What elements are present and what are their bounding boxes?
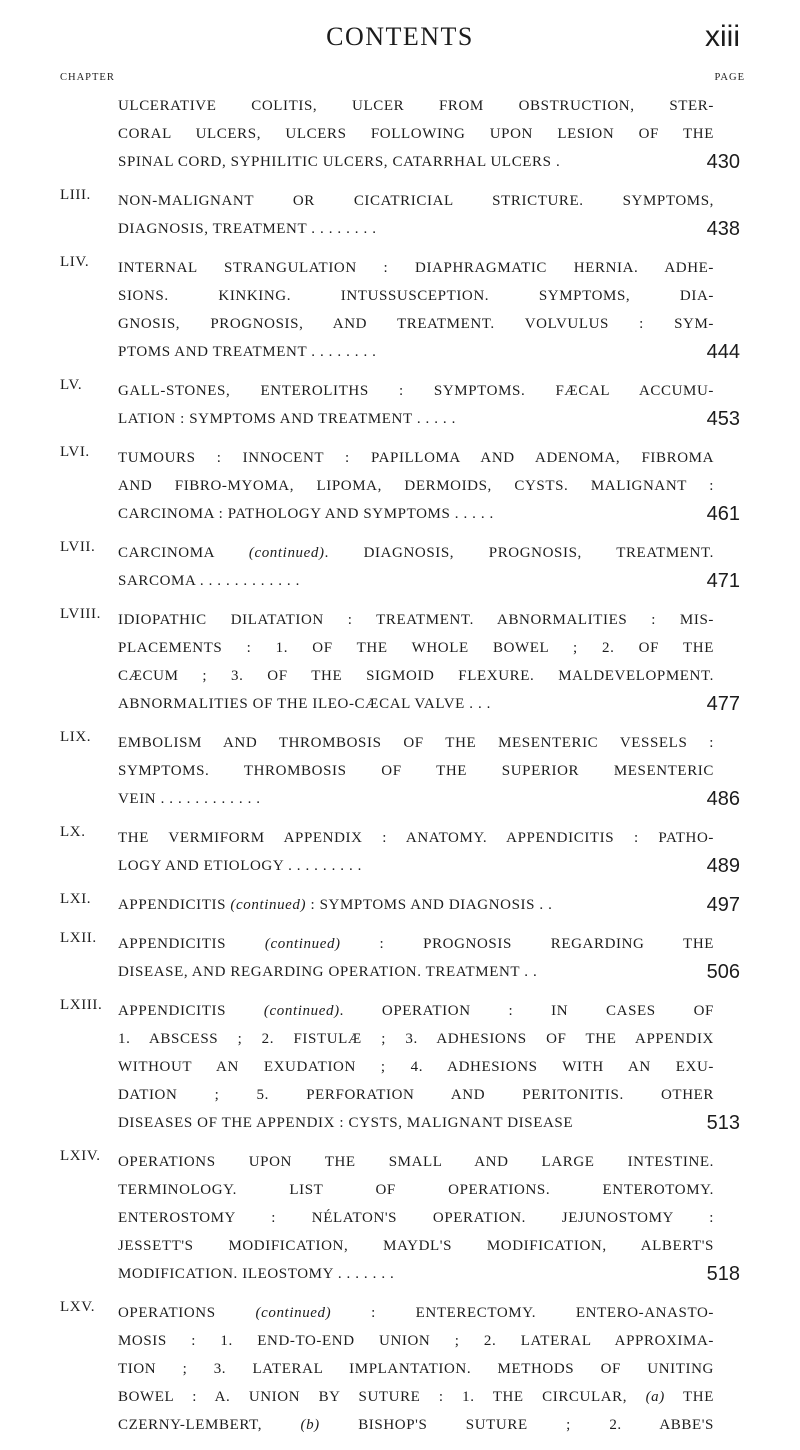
chapter-number: LXV.: [60, 1299, 96, 1315]
contents-entry: [0, 377, 800, 433]
entry-title: [118, 729, 714, 813]
entry-line: SARCOMA . . . . . . . . . . . .: [118, 573, 300, 589]
entry-line: OPERATIONS (continued) : ENTERECTOMY. ENTERO-ANASTO-: [118, 1305, 714, 1321]
entry-line: CORAL ULCERS, ULCERS FOLLOWING UPON LESION OF THE: [118, 126, 714, 142]
page-number: xiii: [705, 20, 740, 53]
entry-line: CARCINOMA : PATHOLOGY AND SYMPTOMS . . . . .: [118, 506, 494, 522]
contents-entry: [0, 187, 800, 243]
entry-line: PLACEMENTS : 1. OF THE WHOLE BOWEL ; 2. OF THE: [118, 640, 714, 656]
entry-title: [118, 539, 714, 595]
italic-text: (continued): [248, 545, 325, 561]
entry-line: BOWEL : A. UNION BY SUTURE : 1. THE CIRCULAR, (a) THE: [118, 1389, 714, 1405]
entry-line: WITHOUT AN EXUDATION ; 4. ADHESIONS WITH AN EXU-: [118, 1059, 714, 1075]
entry-title: [118, 606, 714, 718]
contents-entry: [0, 729, 800, 813]
chapter-number: LV.: [60, 377, 83, 393]
entry-line: APPENDICITIS (continued). OPERATION : IN CASES OF: [118, 1003, 714, 1019]
entry-line: SIONS. KINKING. INTUSSUSCEPTION. SYMPTOMS, DIA-: [118, 288, 714, 304]
entry-title: [118, 997, 714, 1137]
entry-line: LATION : SYMPTOMS AND TREATMENT . . . . .: [118, 411, 456, 427]
page-column-head: PAGE: [714, 72, 745, 83]
entry-title: [118, 1299, 714, 1439]
contents-list: [0, 92, 800, 1450]
entry-page-number: 430: [706, 151, 740, 173]
entry-line: CARCINOMA (continued). DIAGNOSIS, PROGNOSIS, TREATMENT.: [118, 545, 714, 561]
entry-title: [118, 254, 714, 366]
italic-text: (continued): [230, 897, 307, 913]
entry-page-number: 453: [706, 408, 740, 430]
entry-line: DIAGNOSIS, TREATMENT . . . . . . . .: [118, 221, 377, 237]
entry-title: [118, 92, 714, 176]
chapter-number: LVIII.: [60, 606, 101, 622]
chapter-number: LIX.: [60, 729, 92, 745]
entry-title: [118, 891, 714, 919]
entry-line: APPENDICITIS (continued) : PROGNOSIS REGARDING THE: [118, 936, 715, 952]
contents-entry: [0, 1299, 800, 1439]
contents-entry: [0, 1148, 800, 1288]
chapter-column-head: CHAPTER: [60, 72, 115, 83]
entry-line: IDIOPATHIC DILATATION : TREATMENT. ABNORMALITIES : MIS-: [118, 612, 714, 628]
entry-line: THE VERMIFORM APPENDIX : ANATOMY. APPENDICITIS : PATHO-: [118, 830, 714, 846]
chapter-number: LVII.: [60, 539, 96, 555]
entry-line: AND FIBRO-MYOMA, LIPOMA, DERMOIDS, CYSTS. MALIGNANT :: [118, 478, 714, 494]
entry-title: [118, 1148, 714, 1288]
entry-line: TUMOURS : INNOCENT : PAPILLOMA AND ADENOMA, FIBROMA: [118, 450, 714, 466]
italic-text: (continued): [255, 1305, 332, 1321]
chapter-number: LVI.: [60, 444, 90, 460]
entry-line: APPENDICITIS (continued) : SYMPTOMS AND DIAGNOSIS . .: [118, 897, 553, 913]
entry-line: NON-MALIGNANT OR CICATRICIAL STRICTURE. SYMPTOMS,: [118, 193, 714, 209]
entry-line: ABNORMALITIES OF THE ILEO-CÆCAL VALVE . . .: [118, 696, 492, 712]
entry-page-number: 461: [706, 503, 740, 525]
entry-title: [118, 444, 714, 528]
entry-line: GNOSIS, PROGNOSIS, AND TREATMENT. VOLVULUS : SYM-: [118, 316, 714, 332]
entry-line: EMBOLISM AND THROMBOSIS OF THE MESENTERIC VESSELS :: [118, 735, 714, 751]
entry-line: GALL-STONES, ENTEROLITHS : SYMPTOMS. FÆCAL ACCUMU-: [118, 383, 714, 399]
entry-page-number: 471: [706, 570, 740, 592]
contents-entry: [0, 539, 800, 595]
entry-line: VEIN . . . . . . . . . . . .: [118, 791, 261, 807]
entry-page-number: 518: [706, 1263, 740, 1285]
entry-line: 1. ABSCESS ; 2. FISTULÆ ; 3. ADHESIONS OF THE APPENDIX: [118, 1031, 714, 1047]
entry-line: DISEASES OF THE APPENDIX : CYSTS, MALIGNANT DISEASE: [118, 1115, 574, 1131]
entry-line: DISEASE, AND REGARDING OPERATION. TREATMENT . .: [118, 964, 538, 980]
entry-page-number: 438: [706, 218, 740, 240]
contents-entry: [0, 930, 800, 986]
entry-page-number: 486: [706, 788, 740, 810]
contents-entry: [0, 92, 800, 176]
entry-line: OPERATIONS UPON THE SMALL AND LARGE INTESTINE.: [118, 1154, 714, 1170]
contents-entry: [0, 824, 800, 880]
italic-text: (continued): [264, 936, 341, 952]
running-head: [0, 22, 800, 62]
chapter-number: LXI.: [60, 891, 92, 907]
entry-page-number: 513: [706, 1112, 740, 1134]
entry-line: CÆCUM ; 3. OF THE SIGMOID FLEXURE. MALDEVELOPMENT.: [118, 668, 714, 684]
contents-entry: [0, 891, 800, 919]
entry-title: [118, 377, 714, 433]
entry-page-number: 444: [706, 341, 740, 363]
entry-page-number: 506: [706, 961, 740, 983]
entry-line: PTOMS AND TREATMENT . . . . . . . .: [118, 344, 377, 360]
italic-text: (b): [300, 1417, 320, 1433]
contents-entry: [0, 997, 800, 1137]
entry-line: TION ; 3. LATERAL IMPLANTATION. METHODS OF UNITING: [118, 1361, 714, 1377]
column-heads: [0, 72, 800, 86]
chapter-number: LXII.: [60, 930, 97, 946]
entry-line: SPINAL CORD, SYPHILITIC ULCERS, CATARRHAL ULCERS .: [118, 154, 561, 170]
chapter-number: LXIV.: [60, 1148, 101, 1164]
entry-line: ENTEROSTOMY : NÉLATON'S OPERATION. JEJUNOSTOMY :: [118, 1210, 714, 1226]
entry-line: JESSETT'S MODIFICATION, MAYDL'S MODIFICATION, ALBERT'S: [118, 1238, 714, 1254]
page-title: CONTENTS: [326, 22, 474, 51]
chapter-number: LIV.: [60, 254, 90, 270]
contents-entry: [0, 606, 800, 718]
entry-line: MODIFICATION. ILEOSTOMY . . . . . . .: [118, 1266, 395, 1282]
italic-text: (a): [645, 1389, 665, 1405]
entry-line: DATION ; 5. PERFORATION AND PERITONITIS. OTHER: [118, 1087, 714, 1103]
entry-title: [118, 187, 714, 243]
entry-page-number: 489: [706, 855, 740, 877]
entry-title: [118, 930, 714, 986]
entry-line: CZERNY-LEMBERT, (b) BISHOP'S SUTURE ; 2. ABBE'S: [118, 1417, 715, 1433]
entry-line: TERMINOLOGY. LIST OF OPERATIONS. ENTEROTOMY.: [118, 1182, 714, 1198]
entry-line: LOGY AND ETIOLOGY . . . . . . . . .: [118, 858, 363, 874]
chapter-number: LIII.: [60, 187, 91, 203]
entry-line: SYMPTOMS. THROMBOSIS OF THE SUPERIOR MESENTERIC: [118, 763, 714, 779]
entry-line: MOSIS : 1. END-TO-END UNION ; 2. LATERAL APPROXIMA-: [118, 1333, 714, 1349]
contents-entry: [0, 254, 800, 366]
contents-entry: [0, 444, 800, 528]
entry-line: ULCERATIVE COLITIS, ULCER FROM OBSTRUCTION, STER-: [118, 98, 714, 114]
italic-text: (continued): [263, 1003, 340, 1019]
entry-page-number: 477: [706, 693, 740, 715]
chapter-number: LXIII.: [60, 997, 103, 1013]
entry-title: [118, 824, 714, 880]
entry-page-number: 497: [706, 894, 740, 916]
chapter-number: LX.: [60, 824, 86, 840]
entry-line: INTERNAL STRANGULATION : DIAPHRAGMATIC HERNIA. ADHE-: [118, 260, 714, 276]
